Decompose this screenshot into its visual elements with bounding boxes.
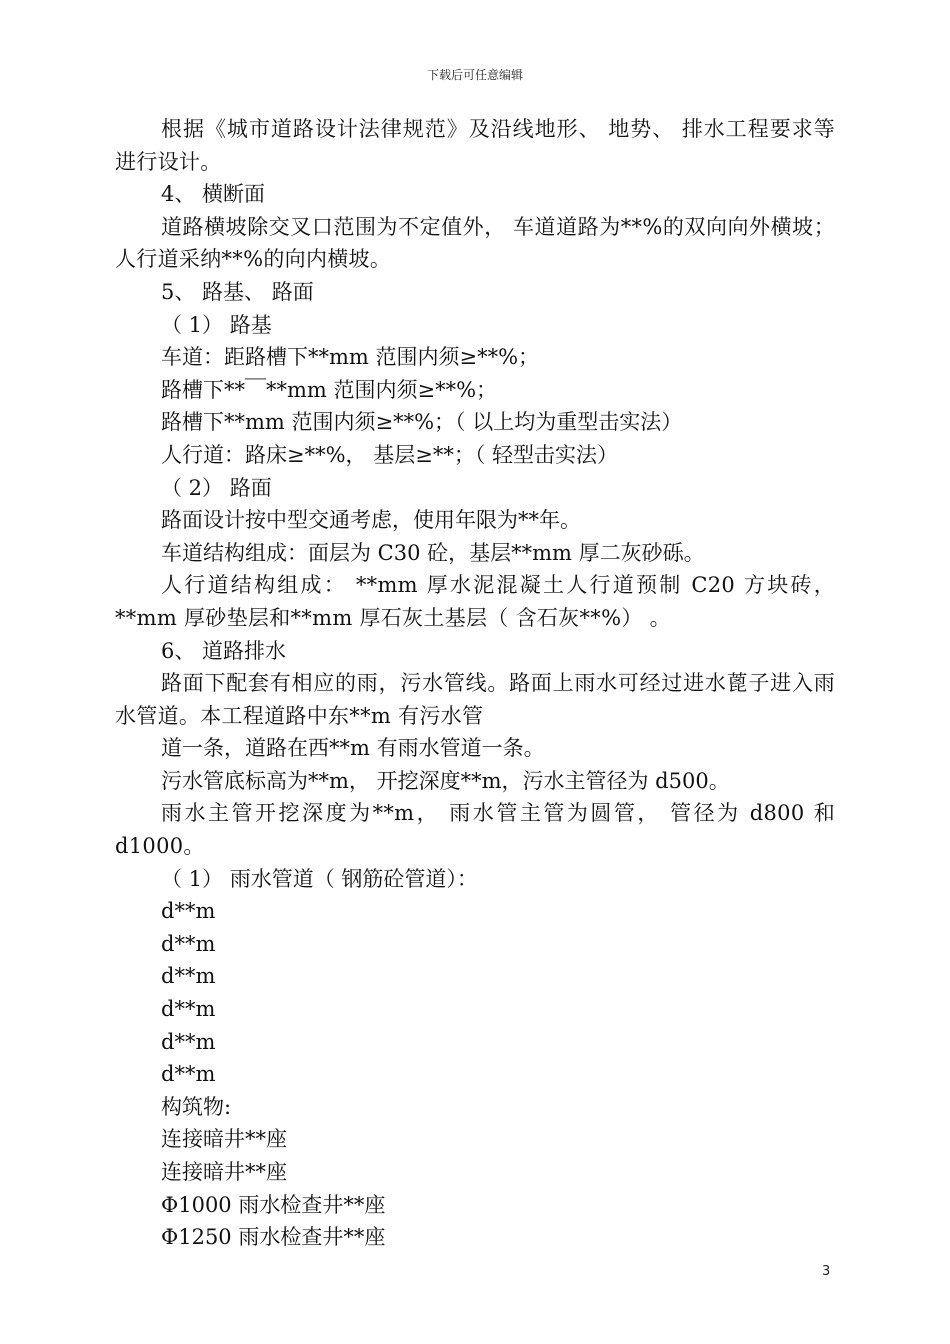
list-item: 连接暗井**座: [161, 1160, 287, 1184]
paragraph-sidewalk-structure: 人行道结构组成： **mm 厚水泥混凝土人行道预制 C20 方块砖，**mm 厚砂垫层和**mm 厚石灰土基层（ 含石灰**%） 。: [115, 573, 835, 630]
list-item: d**m: [161, 931, 216, 956]
subsection-heading-rain-pipe: （ 1） 雨水管道（ 钢筋砼管道）：: [161, 866, 478, 891]
text-line: 路槽下**mm 范围内须≥**%；（ 以上均为重型击实法）: [161, 410, 683, 435]
text-line: 人行道：路床≥**%， 基层≥**；（ 轻型击实法）: [161, 442, 618, 467]
text-line: 路面设计按中型交通考虑，使用年限为**年。: [161, 508, 581, 533]
section-heading-subgrade-pavement: 5、 路基、 路面: [161, 279, 314, 304]
paragraph-drainage: 路面下配套有相应的雨，污水管线。路面上雨水可经过进水蓖子进入雨水管道。本工程道路中东**m 有污水管: [115, 671, 835, 728]
text-line: 污水管底标高为**m， 开挖深度**m，污水主管径为 d500。: [161, 768, 730, 793]
paragraph-design-basis: 根据《城市道路设计法律规范》及沿线地形、 地势、 排水工程要求等进行设计。: [115, 117, 835, 174]
subsection-heading-subgrade: （ 1） 路基: [161, 312, 272, 337]
paragraph-cross-slope: 道路横坡除交叉口范围为不定值外， 车道道路为**%的双向向外横坡；人行道采纳**%的向内横坡。: [115, 214, 835, 272]
list-item: d**m: [161, 899, 216, 924]
list-item: Φ1000 雨水检查井**座: [161, 1192, 386, 1217]
list-item: d**m: [161, 1029, 216, 1054]
section-heading-drainage: 6、 道路排水: [161, 638, 287, 663]
document-body: [115, 113, 835, 1254]
subsection-heading-pavement: （ 2） 路面: [161, 475, 272, 500]
paragraph-rain-main-pipe: 雨水主管开挖深度为**m， 雨水管主管为圆管， 管径为 d800 和d1000。: [115, 801, 835, 859]
text-line: 路槽下**￣**mm 范围内须≥**%；: [161, 377, 498, 402]
list-item: d**m: [161, 1062, 216, 1087]
section-heading-cross-section: 4、 横断面: [161, 182, 266, 207]
list-item: 连接暗井**座: [161, 1127, 287, 1152]
list-item: d**m: [161, 997, 216, 1022]
text-line: 车道：距路槽下**mm 范围内须≥**%；: [161, 345, 540, 370]
text-line: 车道结构组成：面层为 C30 砼，基层**mm 厚二灰砂砾。: [161, 540, 705, 565]
page-header: 下载后可任意编辑: [426, 68, 523, 82]
page-number: 3: [822, 1264, 831, 1279]
list-item: Φ1250 雨水检查井**座: [161, 1225, 386, 1250]
text-line: 道一条，道路在西**m 有雨水管道一条。: [161, 736, 545, 761]
list-item: d**m: [161, 964, 216, 989]
structures-heading: 构筑物:: [161, 1094, 232, 1119]
